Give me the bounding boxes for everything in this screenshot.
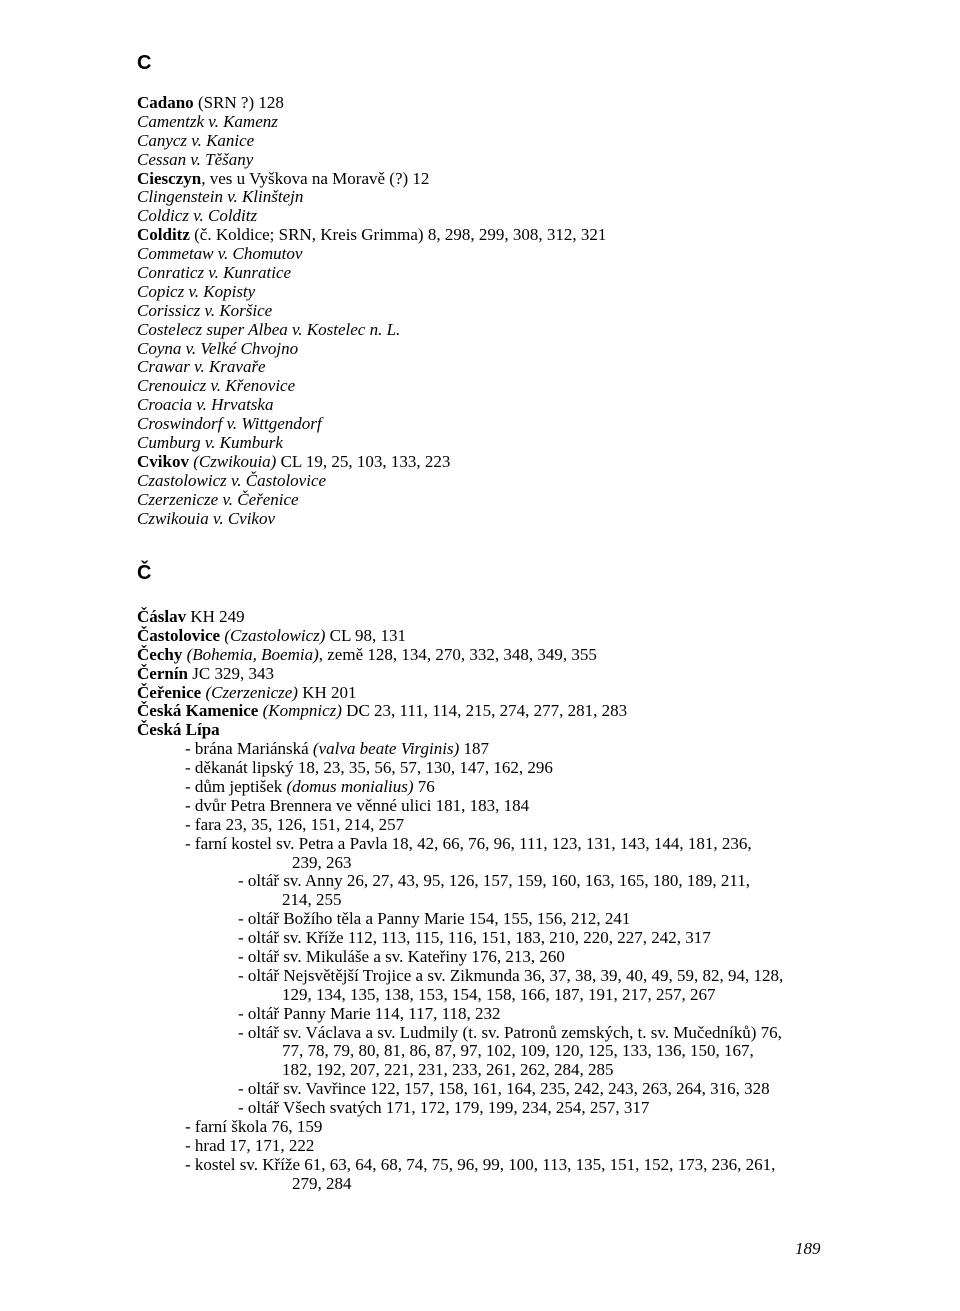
index-crossref: Croswindorf v. Wittgendorf <box>137 414 322 434</box>
index-entry: Cvikov (Czwikouia) CL 19, 25, 103, 133, 223 <box>137 451 451 471</box>
sub-entry: - dvůr Petra Brennera ve věnné ulici 181, 183, 184 <box>185 795 530 815</box>
index-entry: Cadano (SRN ?) 128 <box>137 93 284 112</box>
index-entry: Černín JC 329, 343 <box>137 663 274 683</box>
index-crossref: Clingenstein v. Klinštejn <box>137 187 304 207</box>
index-crossref: Cumburg v. Kumburk <box>137 433 283 453</box>
altar-entry-continuation: 129, 134, 135, 138, 153, 154, 158, 166, 187, 191, 217, 257, 267 <box>282 984 716 1004</box>
altar-entry: - oltář sv. Vavřince 122, 157, 158, 161, 164, 235, 242, 243, 263, 264, 316, 328 <box>238 1079 770 1099</box>
section-c-entries <box>137 94 837 528</box>
altar-entry-continuation: 214, 255 <box>282 890 342 910</box>
index-entry: Čáslav KH 249 <box>137 607 245 626</box>
section-letter-c: C <box>137 52 152 74</box>
section-letter-c-caron: Č <box>137 562 152 584</box>
index-crossref: Czastolowicz v. Častolovice <box>137 470 327 490</box>
sub-entry: - brána Mariánská (valva beate Virginis) 187 <box>185 739 490 759</box>
sub-entry: - kostel sv. Kříže 61, 63, 64, 68, 74, 75, 96, 99, 100, 113, 135, 151, 152, 173, 236, 261, <box>185 1154 776 1174</box>
index-crossref: Cessan v. Těšany <box>137 149 254 169</box>
index-crossref: Coyna v. Velké Chvojno <box>137 338 299 358</box>
altar-entry: - oltář sv. Mikuláše a sv. Kateřiny 176, 213, 260 <box>238 947 565 967</box>
index-crossref: Czerzenicze v. Čeřenice <box>137 489 299 509</box>
altar-entry: - oltář Božího těla a Panny Marie 154, 155, 156, 212, 241 <box>238 909 631 929</box>
altar-entry: - oltář sv. Kříže 112, 113, 115, 116, 151, 183, 210, 220, 227, 242, 317 <box>238 928 711 948</box>
index-entry: Česká Kamenice (Kompnicz) DC 23, 111, 114, 215, 274, 277, 281, 283 <box>137 701 628 721</box>
index-crossref: Crawar v. Kravaře <box>137 357 266 377</box>
index-crossref: Costelecz super Albea v. Kostelec n. L. <box>137 319 401 339</box>
index-crossref: Conraticz v. Kunratice <box>137 263 292 283</box>
index-entry: Colditz (č. Koldice; SRN, Kreis Grimma) 8, 298, 299, 308, 312, 321 <box>137 225 607 245</box>
altar-entry: - oltář Nejsvětější Trojice a sv. Zikmunda 36, 37, 38, 39, 40, 49, 59, 82, 94, 128, <box>238 965 784 985</box>
sub-entry: - děkanát lipský 18, 23, 35, 56, 57, 130, 147, 162, 296 <box>185 758 553 778</box>
index-entry: Čechy (Bohemia, Boemia), země 128, 134, 270, 332, 348, 349, 355 <box>137 644 597 664</box>
altar-entry: - oltář sv. Václava a sv. Ludmily (t. sv. Patronů zemských, t. sv. Mučedníků) 76, <box>238 1022 782 1042</box>
sub-entry: - farní kostel sv. Petra a Pavla 18, 42, 66, 76, 96, 111, 123, 131, 143, 144, 181, 236, <box>185 833 752 853</box>
altar-entry: - oltář sv. Anny 26, 27, 43, 95, 126, 157, 159, 160, 163, 165, 180, 189, 211, <box>238 871 751 891</box>
sub-entry-continuation: 279, 284 <box>292 1173 352 1193</box>
sub-entry: - fara 23, 35, 126, 151, 214, 257 <box>185 814 405 834</box>
index-entry: Častolovice (Czastolowicz) CL 98, 131 <box>137 625 406 645</box>
index-crossref: Coldicz v. Colditz <box>137 206 258 226</box>
altar-entry-continuation: 182, 192, 207, 221, 231, 233, 261, 262, 284, 285 <box>282 1060 614 1080</box>
index-entry: Čeřenice (Czerzenicze) KH 201 <box>137 682 357 702</box>
index-crossref: Czwikouia v. Cvikov <box>137 508 276 528</box>
index-crossref: Corissicz v. Koršice <box>137 300 273 320</box>
index-crossref: Canycz v. Kanice <box>137 130 255 150</box>
index-crossref: Commetaw v. Chomutov <box>137 244 303 264</box>
page-number: 189 <box>795 1239 821 1258</box>
index-crossref: Crenouicz v. Křenovice <box>137 376 296 396</box>
altar-entry: - oltář Všech svatých 171, 172, 179, 199, 234, 254, 257, 317 <box>238 1098 650 1118</box>
altar-entry: - oltář Panny Marie 114, 117, 118, 232 <box>238 1003 501 1023</box>
index-entry: Česká Lípa <box>137 720 220 740</box>
section-c-caron-entries <box>137 608 837 1194</box>
sub-entry-continuation: 239, 263 <box>292 852 352 872</box>
altar-entry-continuation: 77, 78, 79, 80, 81, 86, 87, 97, 102, 109, 120, 125, 133, 136, 150, 167, <box>282 1041 754 1061</box>
sub-entry: - hrad 17, 171, 222 <box>185 1135 315 1155</box>
sub-entry: - farní škola 76, 159 <box>185 1117 323 1137</box>
index-entry: Ciesczyn, ves u Vyškova na Moravě (?) 12 <box>137 168 430 188</box>
sub-entry: - dům jeptišek (domus monialius) 76 <box>185 777 435 797</box>
index-crossref: Camentzk v. Kamenz <box>137 111 278 131</box>
index-crossref: Croacia v. Hrvatska <box>137 395 274 415</box>
index-crossref: Copicz v. Kopisty <box>137 281 256 301</box>
